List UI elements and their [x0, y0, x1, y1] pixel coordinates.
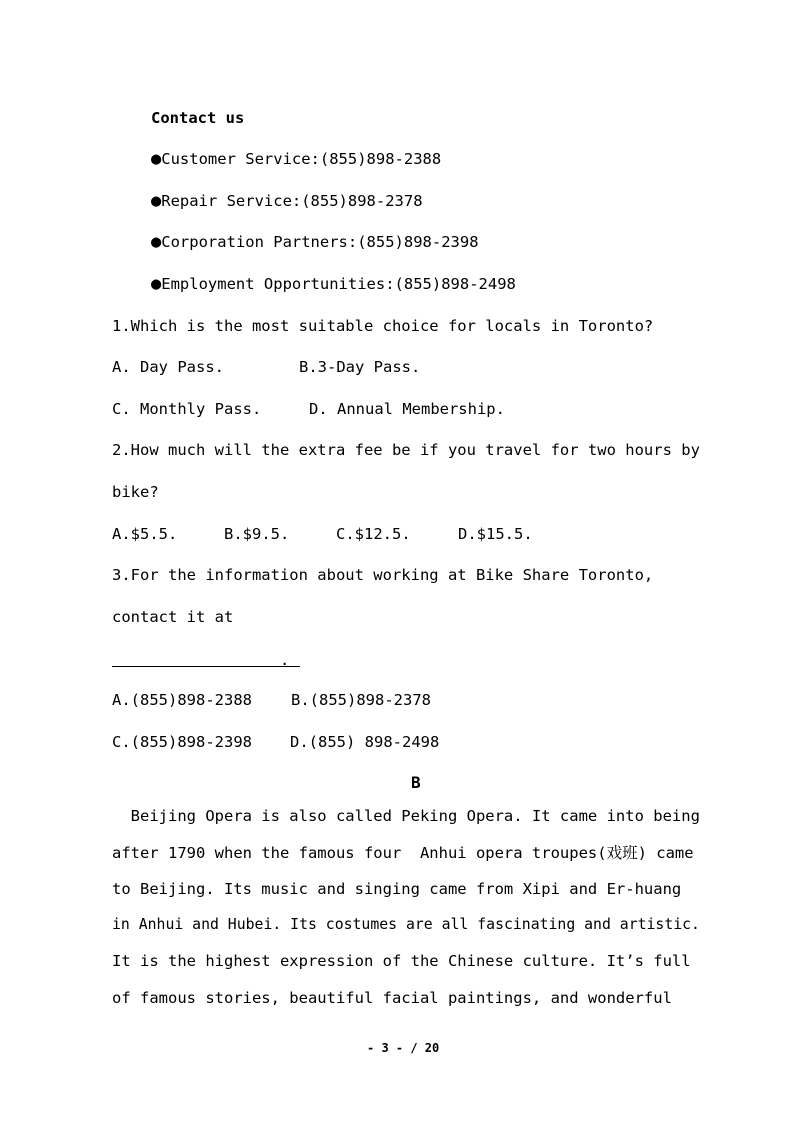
q1-option-c: C. Monthly Pass.	[112, 400, 262, 418]
contact-item-corporation-partners	[151, 232, 479, 252]
q2-option-c: C.$12.5.	[336, 525, 411, 543]
contact-item-customer-service	[151, 149, 441, 169]
answer-blank-period: .	[280, 651, 290, 669]
q1-option-a: A. Day Pass.	[112, 358, 224, 376]
bullet-icon: ●	[151, 232, 162, 252]
section-b-heading: B	[411, 773, 421, 792]
passage-line: It is the highest expression of the Chinese culture. It’s full	[112, 952, 691, 970]
q2-option-b: B.$9.5.	[224, 525, 290, 543]
q3-option-c: C.(855)898-2398	[112, 733, 252, 751]
bullet-icon: ●	[151, 149, 162, 169]
contact-item-text: Employment Opportunities:(855)898-2498	[161, 275, 516, 293]
passage-line: of famous stories, beautiful facial paintings, and wonderful	[112, 989, 672, 1007]
contact-item-text: Corporation Partners:(855)898-2398	[161, 233, 479, 251]
q2-stem-line2: bike?	[112, 483, 159, 501]
q2-option-a: A.$5.5.	[112, 525, 178, 543]
contact-item-text: Customer Service:(855)898-2388	[161, 150, 442, 168]
q1-option-b: B.3-Day Pass.	[299, 358, 421, 376]
q2-option-d: D.$15.5.	[458, 525, 533, 543]
answer-blank-line	[112, 666, 300, 667]
q3-stem-line2: contact it at	[112, 608, 234, 626]
q3-option-a: A.(855)898-2388	[112, 691, 252, 709]
q3-stem-line1: 3.For the information about working at Bike Share Toronto,	[112, 566, 654, 584]
q2-stem-line1: 2.How much will the extra fee be if you travel for two hours by	[112, 441, 700, 459]
passage-line: in Anhui and Hubei. Its costumes are all fascinating and artistic.	[112, 916, 700, 933]
contact-item-employment-opportunities	[151, 274, 516, 294]
bullet-icon: ●	[151, 274, 162, 294]
q3-option-d: D.(855) 898-2498	[290, 733, 440, 751]
page-number: - 3 - / 20	[367, 1041, 440, 1055]
passage-line: after 1790 when the famous four Anhui opera troupes(戏班) came	[112, 844, 694, 862]
passage-line: to Beijing. Its music and singing came from Xipi and Er-huang	[112, 880, 682, 898]
contact-item-text: Repair Service:(855)898-2378	[161, 192, 423, 210]
contact-item-repair-service	[151, 191, 423, 211]
contact-title: Contact us	[151, 109, 245, 127]
q3-option-b: B.(855)898-2378	[291, 691, 431, 709]
q1-stem: 1.Which is the most suitable choice for locals in Toronto?	[112, 317, 654, 335]
bullet-icon: ●	[151, 191, 162, 211]
passage-line: Beijing Opera is also called Peking Opera. It came into being	[112, 807, 700, 825]
q1-option-d: D. Annual Membership.	[309, 400, 505, 418]
